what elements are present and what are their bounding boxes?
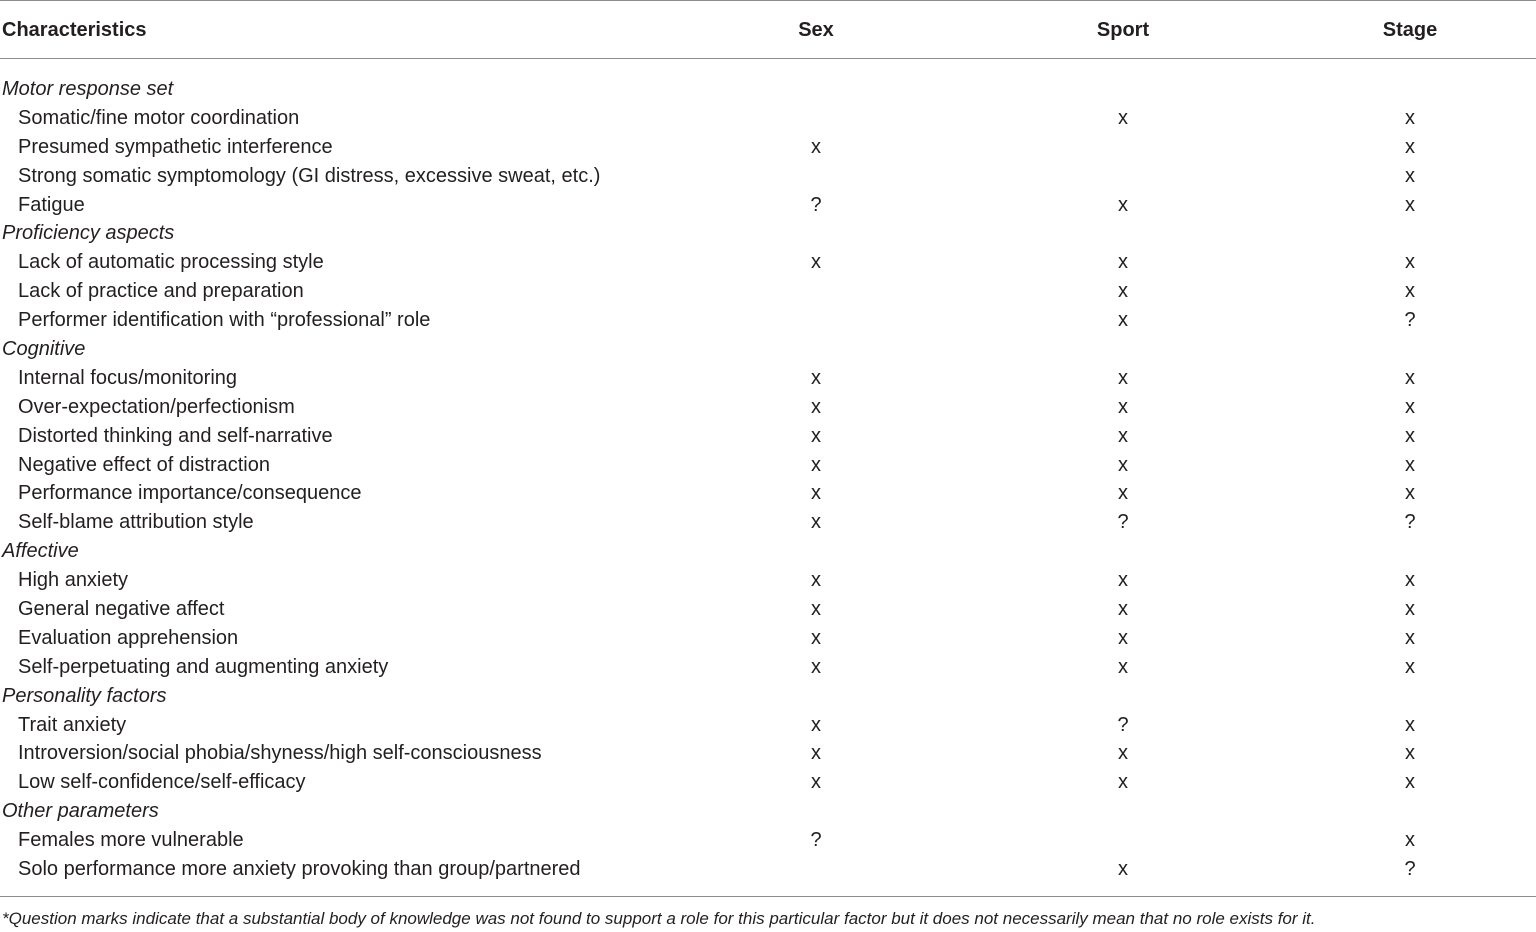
sex-mark: ? bbox=[810, 193, 822, 216]
table-row bbox=[0, 826, 1536, 855]
stage-mark: x bbox=[1405, 193, 1415, 216]
header-stage: Stage bbox=[1382, 19, 1438, 41]
table-row bbox=[0, 711, 1536, 740]
header-characteristics: Characteristics bbox=[2, 19, 147, 41]
section-row bbox=[0, 75, 1536, 104]
stage-mark: ? bbox=[1404, 309, 1416, 332]
table-row bbox=[0, 479, 1536, 508]
table-footnote: *Question marks indicate that a substantial body of knowledge was not found to support a role for this particular factor but it does not necessarily mean that no role exists for it. bbox=[2, 909, 1316, 928]
section-label: Motor response set bbox=[2, 78, 174, 100]
characteristic-label: Lack of practice and preparation bbox=[18, 280, 304, 303]
sport-mark: x bbox=[1118, 395, 1128, 418]
table-row bbox=[0, 624, 1536, 653]
sex-mark: x bbox=[811, 626, 821, 649]
table-row bbox=[0, 104, 1536, 133]
sport-mark: x bbox=[1118, 280, 1128, 303]
characteristic-label: Distorted thinking and self-narrative bbox=[18, 424, 333, 447]
table-row bbox=[0, 855, 1536, 884]
section-label: Affective bbox=[2, 540, 79, 563]
table-row bbox=[0, 393, 1536, 422]
stage-mark: x bbox=[1405, 742, 1415, 765]
section-label: Proficiency aspects bbox=[2, 222, 175, 245]
table-row bbox=[0, 653, 1536, 682]
characteristic-label: Females more vulnerable bbox=[18, 829, 244, 852]
characteristic-label: Fatigue bbox=[18, 193, 85, 216]
section-row bbox=[0, 797, 1536, 826]
characteristic-label: Somatic/fine motor coordination bbox=[18, 106, 300, 129]
sex-mark: x bbox=[811, 742, 821, 765]
sport-mark: x bbox=[1118, 453, 1128, 476]
sex-mark: x bbox=[811, 453, 821, 476]
table-body bbox=[0, 75, 1536, 884]
sport-mark: x bbox=[1118, 482, 1128, 505]
sex-mark: x bbox=[811, 366, 821, 389]
stage-mark: x bbox=[1405, 280, 1415, 303]
sex-mark: x bbox=[811, 655, 821, 678]
stage-mark: ? bbox=[1404, 858, 1416, 881]
characteristic-label: Performance importance/consequence bbox=[18, 482, 362, 505]
sex-mark: x bbox=[811, 251, 821, 274]
stage-mark: x bbox=[1405, 424, 1415, 447]
sport-mark: x bbox=[1118, 424, 1128, 447]
section-label: Cognitive bbox=[2, 338, 86, 361]
table-row bbox=[0, 508, 1536, 537]
characteristic-label: Introversion/social phobia/shyness/high self-consciousness bbox=[18, 742, 542, 765]
table-row bbox=[0, 739, 1536, 768]
sex-mark: x bbox=[811, 569, 821, 592]
sex-mark: x bbox=[811, 511, 821, 534]
characteristic-label: Evaluation apprehension bbox=[18, 626, 239, 649]
stage-mark: x bbox=[1405, 135, 1415, 158]
table-row bbox=[0, 422, 1536, 451]
characteristic-label: Presumed sympathetic interference bbox=[18, 135, 333, 158]
characteristic-label: Self-perpetuating and augmenting anxiety bbox=[18, 655, 389, 678]
characteristic-label: Internal focus/monitoring bbox=[18, 366, 238, 389]
characteristic-label: Low self-confidence/self-efficacy bbox=[18, 771, 306, 794]
section-row bbox=[0, 537, 1536, 566]
sport-mark: x bbox=[1118, 569, 1128, 592]
characteristic-label: Trait anxiety bbox=[18, 713, 127, 736]
stage-mark: x bbox=[1405, 106, 1415, 129]
section-label: Other parameters bbox=[2, 800, 159, 823]
sport-mark: x bbox=[1118, 251, 1128, 274]
sport-mark: x bbox=[1118, 742, 1128, 765]
sport-mark: x bbox=[1118, 858, 1128, 881]
stage-mark: x bbox=[1405, 482, 1415, 505]
sport-mark: x bbox=[1118, 366, 1128, 389]
stage-mark: x bbox=[1405, 771, 1415, 794]
sport-mark: x bbox=[1118, 771, 1128, 794]
section-row bbox=[0, 335, 1536, 364]
sport-mark: x bbox=[1118, 655, 1128, 678]
stage-mark: x bbox=[1405, 164, 1415, 187]
section-row bbox=[0, 682, 1536, 711]
stage-mark: x bbox=[1405, 251, 1415, 274]
table-header-rule bbox=[0, 58, 1536, 59]
characteristic-label: Over-expectation/perfectionism bbox=[18, 395, 295, 418]
sport-mark: ? bbox=[1117, 511, 1129, 534]
stage-mark: x bbox=[1405, 626, 1415, 649]
stage-mark: ? bbox=[1404, 511, 1416, 534]
table-row bbox=[0, 364, 1536, 393]
sex-mark: ? bbox=[810, 829, 822, 852]
sport-mark: x bbox=[1118, 626, 1128, 649]
header-sport: Sport bbox=[1096, 19, 1150, 41]
sport-mark: ? bbox=[1117, 713, 1129, 736]
stage-mark: x bbox=[1405, 453, 1415, 476]
table-header-row bbox=[0, 0, 1536, 58]
characteristic-label: General negative affect bbox=[18, 598, 225, 621]
stage-mark: x bbox=[1405, 598, 1415, 621]
sex-mark: x bbox=[811, 771, 821, 794]
sex-mark: x bbox=[811, 598, 821, 621]
characteristic-label: Solo performance more anxiety provoking than group/partnered bbox=[18, 858, 581, 881]
table-row bbox=[0, 451, 1536, 480]
sex-mark: x bbox=[811, 395, 821, 418]
table-row bbox=[0, 768, 1536, 797]
table-row bbox=[0, 248, 1536, 277]
stage-mark: x bbox=[1405, 395, 1415, 418]
table-row bbox=[0, 595, 1536, 624]
section-row bbox=[0, 219, 1536, 248]
stage-mark: x bbox=[1405, 366, 1415, 389]
stage-mark: x bbox=[1405, 655, 1415, 678]
table-row bbox=[0, 277, 1536, 306]
sport-mark: x bbox=[1118, 106, 1128, 129]
header-sex: Sex bbox=[798, 19, 834, 41]
table-row bbox=[0, 162, 1536, 191]
characteristic-label: Lack of automatic processing style bbox=[18, 251, 324, 274]
table-row bbox=[0, 133, 1536, 162]
table-row bbox=[0, 566, 1536, 595]
sport-mark: x bbox=[1118, 598, 1128, 621]
sex-mark: x bbox=[811, 135, 821, 158]
sport-mark: x bbox=[1118, 309, 1128, 332]
sport-mark: x bbox=[1118, 193, 1128, 216]
table-bottom-rule bbox=[0, 896, 1536, 897]
section-label: Personality factors bbox=[2, 684, 167, 707]
stage-mark: x bbox=[1405, 829, 1415, 852]
stage-mark: x bbox=[1405, 569, 1415, 592]
sex-mark: x bbox=[811, 713, 821, 736]
characteristic-label: Performer identification with “professional” role bbox=[18, 309, 431, 332]
stage-mark: x bbox=[1405, 713, 1415, 736]
characteristic-label: Negative effect of distraction bbox=[18, 453, 270, 476]
characteristic-label: Strong somatic symptomology (GI distress, excessive sweat, etc.) bbox=[18, 164, 601, 187]
table-row bbox=[0, 306, 1536, 335]
sex-mark: x bbox=[811, 424, 821, 447]
characteristic-label: High anxiety bbox=[18, 569, 129, 592]
characteristic-label: Self-blame attribution style bbox=[18, 511, 254, 534]
table-row bbox=[0, 191, 1536, 220]
sex-mark: x bbox=[811, 482, 821, 505]
